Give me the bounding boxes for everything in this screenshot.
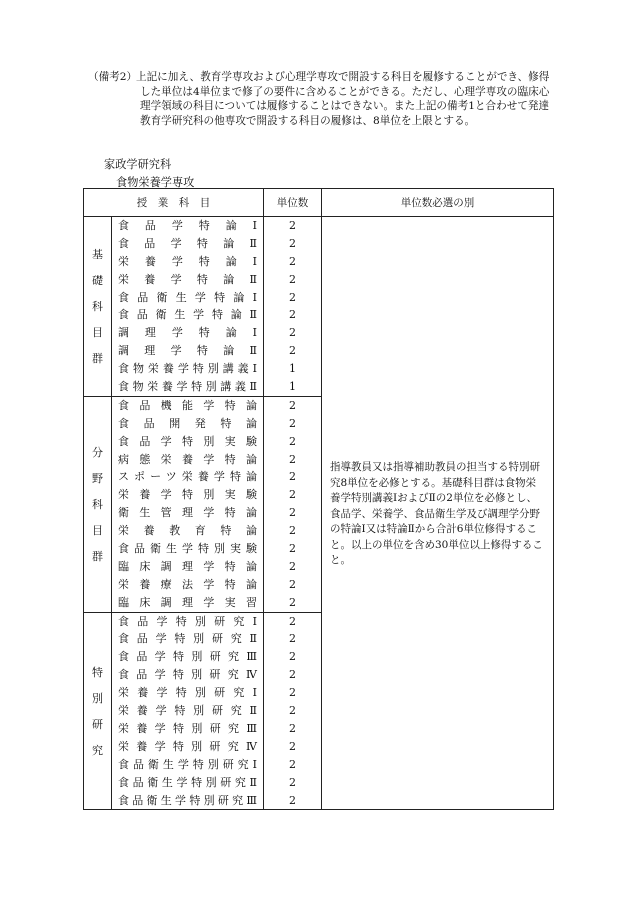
requirement-cell	[322, 217, 554, 810]
table-header-row	[84, 189, 554, 217]
credit-value: 2	[289, 577, 296, 591]
credit-value: 2	[289, 272, 296, 286]
subject-name: 栄 養 学 特 論 Ⅱ	[118, 272, 257, 286]
subject-name: 栄 養 学 特 論 Ⅰ	[118, 254, 257, 268]
subject-row	[112, 756, 263, 774]
subject-row	[112, 738, 263, 756]
header-subject: 授 業 科 目	[84, 189, 264, 217]
group-label-char: 研	[92, 717, 103, 731]
subject-row	[112, 774, 263, 792]
subject-list	[112, 397, 263, 612]
credit-value: 2	[289, 308, 296, 322]
subject-row	[112, 397, 263, 415]
credit-value: 2	[289, 506, 296, 520]
requirement-text: 指導教員又は指導補助教員の担当する特別研究8単位を必修とする。基礎科目群は食物栄養学特別講義ⅠおよびⅡの2単位を必修とし、食品学、栄養学、食品衛生学及び調理学分野の特論Ⅰ又は特論Ⅱから合計6単位修得すること。以上の単位を含め30単位以上修得すること。	[330, 461, 543, 566]
group-label-char: 分	[92, 445, 103, 459]
credit-value: 2	[289, 470, 296, 484]
credit-value: 2	[289, 344, 296, 358]
group-label-char: 究	[92, 743, 103, 757]
group-label-basic	[84, 217, 112, 397]
subject-name: 食品衛生学特別実験	[118, 542, 257, 556]
subject-name: 食 品 学 特 論 Ⅱ	[118, 236, 257, 250]
credit-value: 2	[289, 595, 296, 609]
subject-row	[112, 289, 263, 307]
subject-name: 栄養療法学特論	[118, 577, 257, 591]
subject-name: 食品学特別研究Ⅳ	[118, 668, 257, 682]
subject-row	[112, 306, 263, 324]
credit-value: 2	[289, 452, 296, 466]
credit-list	[264, 397, 321, 612]
subject-row	[112, 630, 263, 648]
subject-name: 病態栄養学特論	[118, 452, 257, 466]
credit-value: 2	[289, 686, 296, 700]
subject-row	[112, 433, 263, 451]
credit-value: 2	[289, 416, 296, 430]
subject-row	[112, 486, 263, 504]
group-label-field	[84, 396, 112, 612]
group-label-char: 野	[92, 471, 103, 485]
group-label-char: 基	[92, 248, 103, 261]
subject-name: 食品機能学特論	[118, 398, 257, 412]
credit-value: 2	[289, 650, 296, 664]
subject-row	[112, 613, 263, 631]
group-row-basic	[84, 217, 554, 397]
group-label-char: 目	[92, 326, 103, 339]
course-table	[83, 188, 554, 810]
subject-row	[112, 324, 263, 342]
subject-name: 臨床調理学特論	[118, 559, 257, 573]
subject-name: 栄養学特別研究Ⅱ	[118, 704, 257, 718]
graduate-school-heading: 家政学研究科	[104, 158, 172, 171]
credit-value: 2	[289, 614, 296, 628]
subject-name: 食品学特別研究Ⅲ	[118, 650, 257, 664]
subject-row	[112, 684, 263, 702]
subject-row	[112, 702, 263, 720]
subject-name: 食品衛生学特論Ⅱ	[118, 308, 257, 322]
subject-name: 食品衛生学特別研究Ⅰ	[118, 757, 257, 771]
credit-value: 2	[289, 219, 296, 232]
credit-value: 2	[289, 793, 296, 807]
subject-name: スポーツ栄養学特論	[118, 470, 257, 484]
subject-name: 栄養学特別研究Ⅳ	[118, 739, 257, 753]
credit-value: 2	[289, 559, 296, 573]
subject-row	[112, 522, 263, 540]
subject-row	[112, 451, 263, 469]
group-label-char: 礎	[92, 274, 103, 287]
group-label-char: 別	[92, 691, 103, 705]
credit-list	[264, 613, 321, 810]
group-label-char: 科	[92, 300, 103, 313]
credit-value: 2	[289, 542, 296, 556]
credit-value: 2	[289, 290, 296, 304]
subject-name: 食物栄養学特別講義Ⅱ	[118, 380, 257, 394]
group-label-char: 群	[92, 352, 103, 365]
subject-row	[112, 360, 263, 378]
credit-value: 2	[289, 488, 296, 502]
subject-name: 栄 養 教 育 特 論	[118, 524, 257, 538]
subject-name: 臨床調理学実習	[118, 595, 257, 609]
subject-name: 食品衛生学特論Ⅰ	[118, 290, 257, 304]
subject-row	[112, 378, 263, 396]
credit-cell	[264, 612, 322, 810]
subject-list	[112, 613, 263, 810]
credit-value: 2	[289, 704, 296, 718]
group-label-char: 特	[92, 665, 103, 679]
subject-cell	[112, 217, 264, 397]
credit-value: 2	[289, 775, 296, 789]
subject-row	[112, 504, 263, 522]
subject-name: 食品衛生学特別研究Ⅱ	[118, 775, 257, 789]
credit-value: 2	[289, 632, 296, 646]
credit-value: 2	[289, 524, 296, 538]
subject-row	[112, 271, 263, 289]
subject-row	[112, 594, 263, 612]
subject-name: 栄養学特別実験	[118, 488, 257, 502]
credit-value: 2	[289, 434, 296, 448]
subject-row	[112, 576, 263, 594]
subject-row	[112, 540, 263, 558]
subject-name: 食品衛生学特別研究Ⅲ	[118, 793, 257, 807]
credit-value: 2	[289, 739, 296, 753]
credit-list	[264, 217, 321, 396]
group-label-char: 群	[92, 549, 103, 563]
subject-name: 食品学特別実験	[118, 434, 257, 448]
subject-name: 栄養学特別研究Ⅲ	[118, 721, 257, 735]
subject-name: 栄養学特別研究Ⅰ	[118, 686, 257, 700]
header-requirement: 単位数必選の別	[322, 189, 554, 217]
subject-name: 調 理 学 特 論 Ⅱ	[118, 344, 257, 358]
credit-value: 1	[289, 362, 296, 376]
subject-name: 調 理 学 特 論 Ⅰ	[118, 326, 257, 340]
credit-value: 2	[289, 757, 296, 771]
subject-row	[112, 342, 263, 360]
subject-row	[112, 666, 263, 684]
credit-value: 2	[289, 236, 296, 250]
subject-name: 食 品 開 発 特 論	[118, 416, 257, 430]
subject-name: 食品学特別研究Ⅰ	[118, 614, 257, 628]
credit-value: 2	[289, 721, 296, 735]
subject-list	[112, 217, 263, 396]
group-label-char: 科	[92, 497, 103, 511]
subject-name: 食品学特別研究Ⅱ	[118, 632, 257, 646]
subject-row	[112, 792, 263, 810]
subject-row	[112, 648, 263, 666]
subject-cell	[112, 396, 264, 612]
subject-cell	[112, 612, 264, 810]
credit-cell	[264, 217, 322, 397]
header-credits: 単位数	[264, 189, 322, 217]
subject-row	[112, 253, 263, 271]
credit-value: 2	[289, 326, 296, 340]
subject-row	[112, 468, 263, 486]
subject-name: 食物栄養学特別講義Ⅰ	[118, 362, 257, 376]
credit-value: 2	[289, 254, 296, 268]
credit-value: 1	[289, 380, 296, 394]
group-label-research	[84, 612, 112, 810]
credit-value: 2	[289, 668, 296, 682]
remark-text: 上記に加え、教育学専攻および心理学専攻で開設する科目を履修することができ、修得した単位は4単位まで修了の要件に含めることができる。ただし、心理学専攻の臨床心理学領域の科目については履修することはできない。また上記の備考1と合わせて発達教育学研究科の他専攻で開設する科目の履修は、8単位を上限とする。	[136, 71, 550, 127]
credit-cell	[264, 396, 322, 612]
subject-row	[112, 415, 263, 433]
remark-label: （備考2）	[88, 71, 138, 83]
subject-row	[112, 558, 263, 576]
credit-value: 2	[289, 398, 296, 412]
subject-row	[112, 720, 263, 738]
group-label-char: 目	[92, 523, 103, 537]
subject-row	[112, 217, 263, 235]
subject-name: 食 品 学 特 論 Ⅰ	[118, 219, 257, 232]
subject-name: 衛生管理学特論	[118, 506, 257, 520]
subject-row	[112, 235, 263, 253]
major-heading: 食物栄養学専攻	[116, 176, 195, 189]
